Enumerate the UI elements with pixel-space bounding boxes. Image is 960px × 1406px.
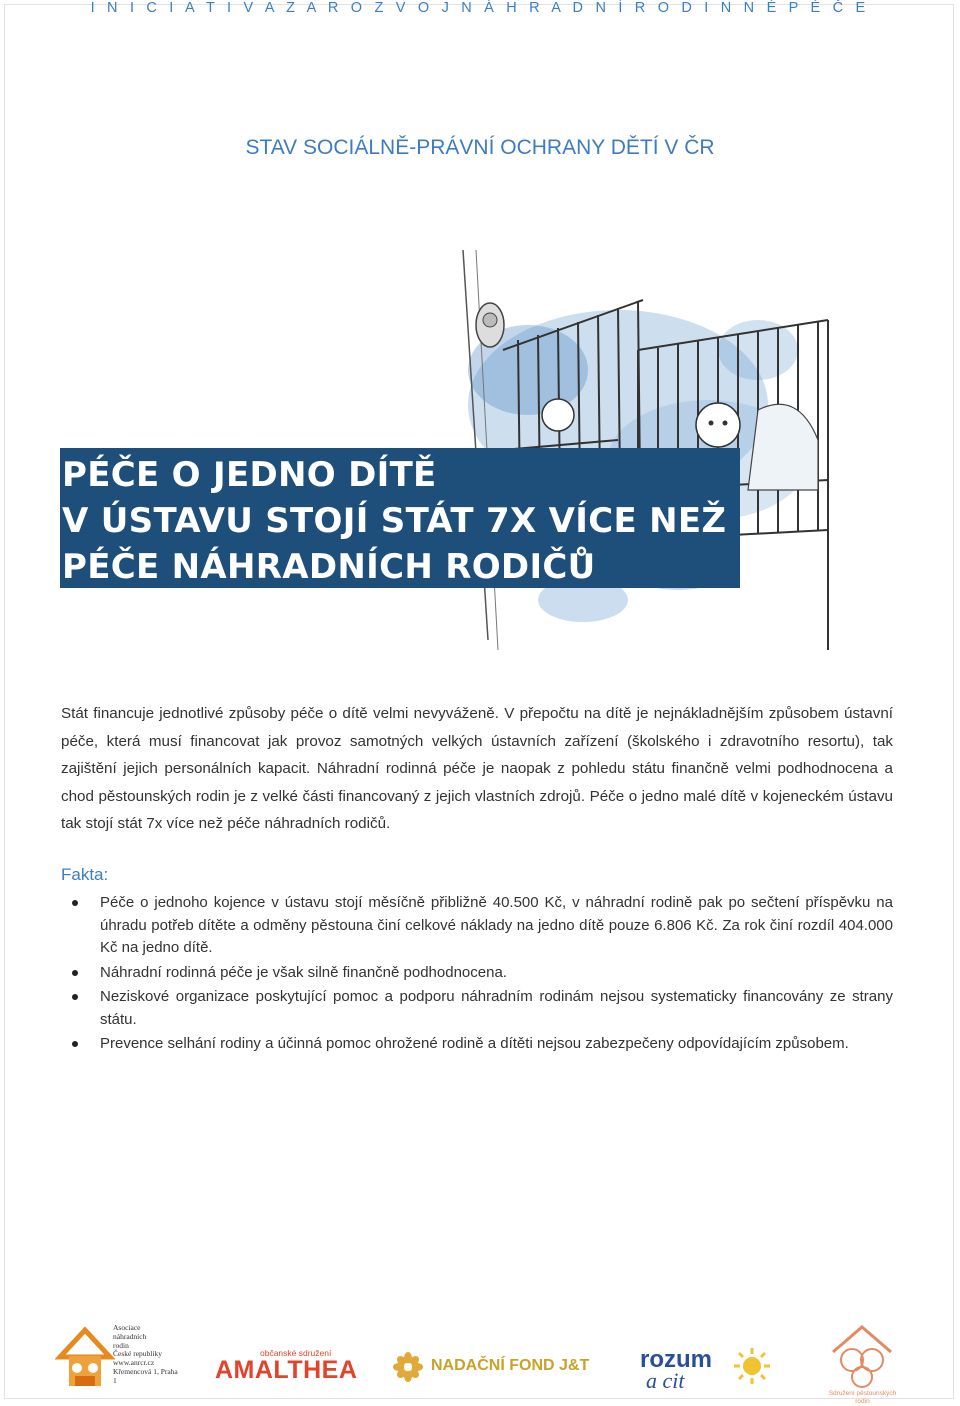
anrcr-line: Křemencová 1, Praha 1: [113, 1366, 178, 1385]
fact-item: Náhradní rodinná péče je však silně finančně podhodnocena.: [61, 962, 893, 985]
house-icon: [55, 1322, 115, 1392]
headline-banner: [60, 448, 740, 588]
nadacni-fond-name: NADAČNÍ FOND J&T: [431, 1357, 590, 1374]
logo-amalthea: [215, 1348, 358, 1388]
flower-icon: [393, 1352, 423, 1382]
anrcr-line: Asociace: [113, 1323, 141, 1332]
facts-heading: Fakta:: [61, 865, 109, 884]
acit-word: a cit: [646, 1368, 685, 1393]
anrcr-line: www.anrcr.cz: [113, 1358, 155, 1368]
fact-item: Neziskové organizace poskytující pomoc a podporu náhradním rodinám nejsou systematicky financovány ze strany státu.: [61, 986, 893, 1031]
banner-line-3: PÉČE NÁHRADNÍCH RODIČŮ: [62, 547, 596, 587]
partner-logos: [0, 1320, 960, 1405]
header-tagline: I N I C I A T I V A Z A R O Z V O J N Á H R A D N Í R O D I N N É P É Č E: [90, 0, 870, 16]
amalthea-subtitle: občanské sdružení: [260, 1348, 332, 1358]
fact-item: Prevence selhání rodiny a účinná pomoc ohrožené rodině a dítěti nejsou zabezpečeny odpovídajícím způsobem.: [61, 1033, 893, 1056]
fact-item: Péče o jednoho kojence v ústavu stojí měsíčně přibližně 40.500 Kč, v náhradní rodině pak po sečtení příspěvku na úhradu potřeb dítěte a odměny pěstouna činí celkové náklady na jedno dítě pouze 6.806 Kč. Za rok činí rozdíl 404.000 Kč na jedno dítě.: [61, 892, 893, 960]
family-faces-icon: [825, 1322, 900, 1392]
logo-pestouni: [825, 1322, 900, 1404]
rozum-word: rozum: [640, 1346, 712, 1373]
anrcr-line: České republiky: [113, 1349, 162, 1359]
pestouni-name: Sdružení pěstounských rodin: [828, 1390, 897, 1405]
logo-rozum-a-cit: [640, 1346, 775, 1394]
banner-line-1: PÉČE O JEDNO DÍTĚ: [62, 455, 437, 495]
logo-anrcr: [55, 1322, 180, 1394]
sun-icon: [732, 1346, 772, 1386]
anrcr-line: náhradních: [113, 1331, 147, 1341]
anrcr-line: rodin: [113, 1340, 129, 1350]
facts-list: [61, 892, 893, 1058]
page-title: STAV SOCIÁLNĚ-PRÁVNÍ OCHRANY DĚTÍ V ČR: [245, 136, 715, 159]
amalthea-name: AMALTHEA: [215, 1356, 358, 1384]
banner-line-2: V ÚSTAVU STOJÍ STÁT 7X VÍCE NEŽ: [62, 501, 727, 541]
logo-nadacni-fond: [393, 1350, 590, 1384]
intro-paragraph: Stát financuje jednotlivé způsoby péče o dítě velmi nevyváženě. V přepočtu na dítě je nejnákladnějším způsobem ústavní péče, která musí financovat jak provoz samotných velkých ústavních zařízení (školského i zdravotního resortu), tak zajištění jejich personálních kapacit. Náhradní rodinná péče je naopak z pohledu státu finančně velmi podhodnocena a chod pěstounských rodin je z velké části financovaný z jejich vlastních zdrojů. Péče o jedno malé dítě v kojeneckém ústavu tak stojí stát 7x více než péče náhradních rodičů.: [61, 705, 893, 832]
